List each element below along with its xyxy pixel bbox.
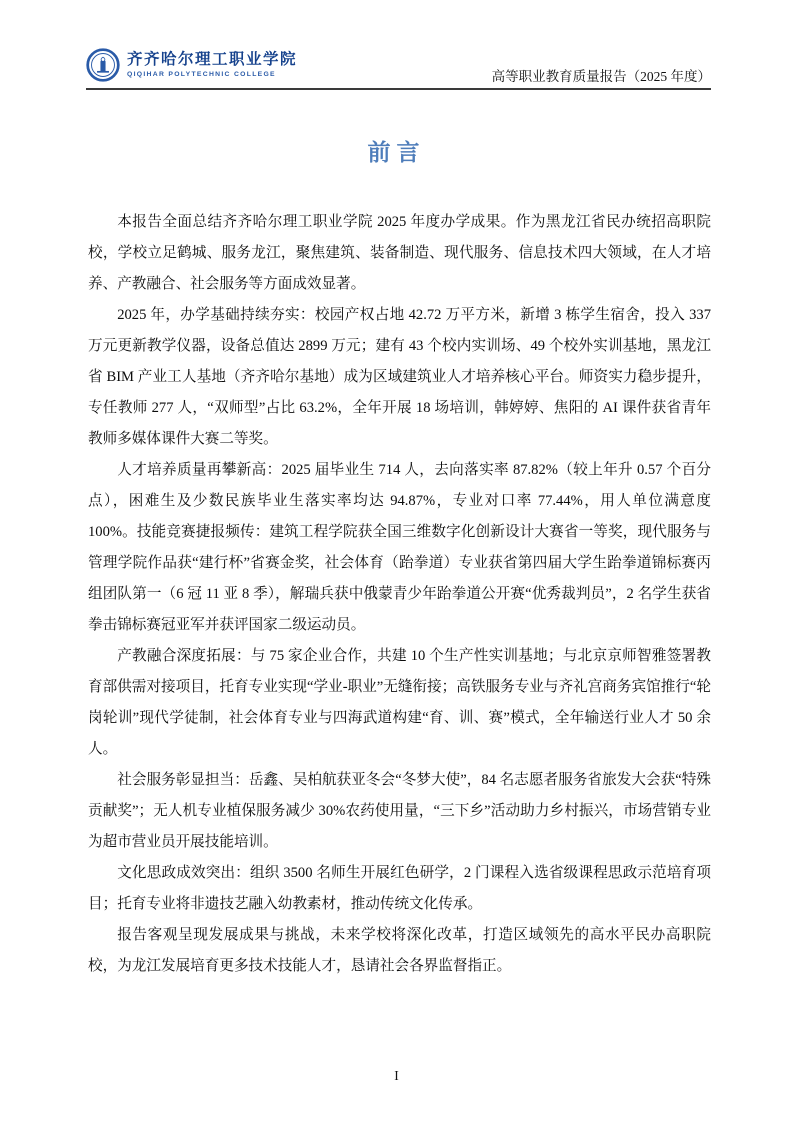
header-divider <box>86 88 711 90</box>
paragraph-industry-education: 产教融合深度拓展：与 75 家企业合作，共建 10 个生产性实训基地；与北京京师智雅签署教育部供需对接项目，托育专业实现“学业-职业”无缝衔接；高铁服务专业与齐礼宫商务宾馆推行“轮岗轮训”现代学徒制，社会体育专业与四海武道构建“育、训、赛”模式，全年输送行业人才 50 余人。 <box>88 648 711 757</box>
paragraph-social-service: 社会服务彰显担当：岳鑫、吴柏航获亚冬会“冬梦大使”，84 名志愿者服务省旅发大会获“特殊贡献奖”；无人机专业植保服务减少 30%农药使用量，“三下乡”活动助力乡村振兴，市场营销专业为超市营业员开展技能培训。 <box>88 772 711 850</box>
college-emblem-icon <box>86 48 120 82</box>
paragraph-culture-ideology: 文化思政成效突出：组织 3500 名师生开展红色研学，2 门课程入选省级课程思政示范培育项目；托育专业将非遗技艺融入幼教素材，推动传统文化传承。 <box>88 865 711 912</box>
document-body <box>88 207 711 982</box>
paragraph-conclusion: 报告客观呈现发展成果与挑战，未来学校将深化改革，打造区域领先的高水平民办高职院校，为龙江发展培育更多技术技能人才，恳请社会各界监督指正。 <box>88 927 711 974</box>
college-logo <box>86 48 297 82</box>
college-name-en: QIQIHAR POLYTECHNIC COLLEGE <box>127 71 276 79</box>
page-title: 前言 <box>367 140 426 165</box>
paragraph-overview: 本报告全面总结齐齐哈尔理工职业学院 2025 年度办学成果。作为黑龙江省民办统招高职院校，学校立足鹤城、服务龙江，聚焦建筑、装备制造、现代服务、信息技术四大领域，在人才培养、产教融合、社会服务等方面成效显著。 <box>88 214 711 292</box>
paragraph-foundation: 2025 年，办学基础持续夯实：校园产权占地 42.72 万平方米，新增 3 栋学生宿舍，投入 337 万元更新教学仪器，设备总值达 2899 万元；建有 43 个校内实训场、49 个校外实训基地，黑龙江省 BIM 产业工人基地（齐齐哈尔基地）成为区域建筑业人才培养核心平台。师资实力稳步提升，专任教师 277 人，“双师型”占比 63.2%，全年开展 18 场培训，韩婷婷、焦阳的 AI 课件获省青年教师多媒体课件大赛二等奖。 <box>88 307 711 447</box>
paragraph-talent-quality: 人才培养质量再攀新高：2025 届毕业生 714 人，去向落实率 87.82%（较上年升 0.57 个百分点），困难生及少数民族毕业生落实率均达 94.87%，专业对口率 77.44%，用人单位满意度 100%。技能竞赛捷报频传：建筑工程学院获全国三维数字化创新设计大赛省一等奖，现代服务与管理学院作品获“建行杯”省赛金奖，社会体育（跆拳道）专业获省第四届大学生跆拳道锦标赛丙组团队第一（6 冠 11 亚 8 季），解瑞兵获中俄蒙青少年跆拳道公开赛“优秀裁判员”，2 名学生获省拳击锦标赛冠亚军并获评国家二级运动员。 <box>88 462 711 633</box>
page-footer <box>0 1030 793 1122</box>
college-name-block <box>127 51 297 79</box>
page-header <box>86 48 711 88</box>
page-number: I <box>394 1068 399 1083</box>
college-name-zh: 齐齐哈尔理工职业学院 <box>127 51 298 69</box>
report-title-header: 高等职业教育质量报告（2025 年度） <box>491 69 711 84</box>
